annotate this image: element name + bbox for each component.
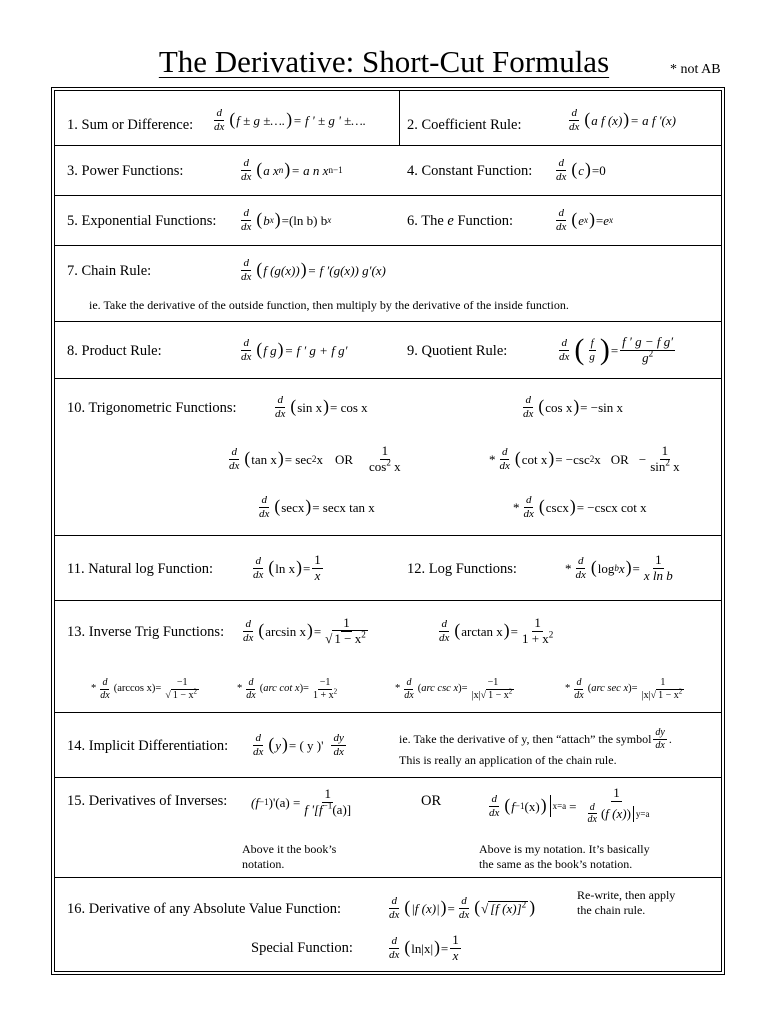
- ddx-numerator: d: [216, 106, 222, 119]
- numerator-one: 1: [613, 785, 620, 801]
- row-inverse-trig: [55, 601, 721, 713]
- arccos-derivative: * d dx ( arccos x )= −1 √ $1 - x^2$: [91, 677, 197, 701]
- chain-rule-formula: d dx ( f (g(x)) ) = f ′(g(x)) g′(x): [241, 256, 386, 283]
- ddx-numerator: d: [461, 894, 467, 907]
- log-function-label: 12. Log Functions:: [407, 561, 517, 577]
- inverses-book-formula: (f −1 )'(a) = $\frac{1}{f '[f^{-1}(a)]}$: [251, 785, 352, 817]
- row-exponential: [55, 196, 721, 246]
- ddx-numerator: d: [277, 393, 283, 406]
- arcsec-derivative: * d dx ( arc sec x )= 1 |x|√ $1 - x^2$: [565, 677, 683, 701]
- ddx-denominator: dx: [559, 350, 570, 363]
- ddx-numerator: d: [558, 206, 564, 219]
- e-function-label: 6. The e Function:: [407, 213, 514, 229]
- sin-derivative: d dx ( sin x ) = cos x: [275, 393, 368, 420]
- log-function-formula: * d dx ( log b x ) = 1 x ln b: [565, 551, 673, 583]
- numerator-one: 1: [661, 442, 669, 458]
- special-function-formula: d dx ( ln|x| ) = 1 x: [389, 931, 459, 963]
- constant-rule-label: 4. Constant Function:: [407, 163, 533, 179]
- e-function-formula: d dx ( e x ) = e x: [556, 206, 614, 233]
- exponent-two: 2: [665, 457, 670, 468]
- ddx-denominator: dx: [499, 459, 510, 472]
- not-ab-star: *: [489, 451, 496, 467]
- ddx-numerator: d: [561, 336, 567, 349]
- inverse-trig-label: 13. Inverse Trig Functions:: [67, 624, 225, 640]
- not-ab-star: *: [395, 682, 401, 694]
- ddx-denominator: dx: [253, 745, 264, 758]
- ddx-denominator: dx: [253, 568, 264, 581]
- exponent-two: 2: [548, 629, 554, 640]
- exponent-two: 2: [508, 687, 513, 696]
- ddx-denominator: dx: [241, 220, 252, 233]
- ddx-denominator: dx: [389, 948, 400, 961]
- exponent-two: 2: [678, 687, 683, 696]
- ddx-denominator: dx: [246, 689, 256, 701]
- ddx-denominator: dx: [241, 350, 252, 363]
- inverses-label: 15. Derivatives of Inverses:: [67, 793, 228, 809]
- ddx-denominator: dx: [556, 170, 567, 183]
- ddx-numerator: d: [589, 801, 595, 813]
- numerator-one: 1: [343, 614, 350, 630]
- numerator-one: 1: [381, 442, 389, 458]
- tan-derivative: d dx ( tan x ) = sec 2 x OR 1 $\cos^2 x$: [229, 442, 401, 474]
- ddx-numerator: d: [501, 445, 508, 458]
- row-logarithmic: [55, 536, 721, 601]
- ddx-denominator: dx: [523, 407, 534, 420]
- coefficient-rule-label: 2. Coefficient Rule:: [407, 117, 522, 133]
- implicit-note-2: This is really an application of the chain rule.: [399, 753, 617, 767]
- not-ab-star: *: [237, 682, 243, 694]
- ddx-numerator: d: [245, 617, 251, 630]
- ddx-numerator: d: [243, 256, 249, 269]
- arcsin-derivative: d dx ( arcsin x ) = 1 √ $1 - x^2$: [243, 614, 366, 646]
- ddx-numerator: d: [491, 792, 497, 805]
- row-product-quotient: [55, 322, 721, 379]
- implicit-label: 14. Implicit Differentiation:: [67, 738, 229, 754]
- quotient-rule-label: 9. Quotient Rule:: [407, 343, 508, 359]
- not-ab-star: *: [513, 499, 520, 515]
- ddx-denominator: dx: [556, 220, 567, 233]
- trig-label: 10. Trigonometric Functions:: [67, 400, 237, 416]
- or-label: [421, 794, 441, 809]
- ddx-numerator: d: [255, 731, 261, 744]
- sec-derivative: d dx ( secx ) = secx tan x: [259, 493, 375, 520]
- ddx-numerator: d: [577, 554, 584, 567]
- exponent-two: 2: [333, 687, 338, 696]
- ddx-denominator: dx: [259, 507, 270, 520]
- special-function-label: Special Function:: [251, 940, 353, 956]
- ddx-denominator: dx: [575, 568, 586, 581]
- exponent-two: 2: [386, 457, 391, 468]
- exponential-rule-formula: d dx ( b x ) =(ln b) b x: [241, 206, 332, 233]
- implicit-formula: d dx ( y ) = ( y )' dy dx: [253, 731, 344, 758]
- csc-derivative: * d dx ( cscx ) = −cscx cot x: [513, 493, 647, 520]
- power-rule-label: 3. Power Functions:: [67, 163, 184, 179]
- ddx-denominator: dx: [389, 908, 400, 921]
- ddx-denominator: dx: [458, 908, 470, 921]
- ddx-numerator: d: [261, 493, 267, 506]
- ddx-numerator: d: [406, 677, 412, 688]
- ddx-numerator: d: [558, 156, 564, 169]
- ddx-denominator: dx: [275, 407, 286, 420]
- ddx-numerator: d: [391, 894, 397, 907]
- exponent-two: 2: [193, 687, 197, 696]
- constant-rule-formula: d dx ( c ) =0: [556, 156, 606, 183]
- ddx-numerator: d: [231, 445, 237, 458]
- row-sum-coefficient: [55, 91, 721, 146]
- absolute-value-label: 16. Derivative of any Absolute Value Function:: [67, 901, 341, 917]
- chain-rule-note: ie. Take the derivative of the outside function, then multiply by the derivative of the inside function.: [89, 298, 569, 312]
- or-text: OR: [421, 793, 442, 809]
- formula-sheet: [54, 90, 722, 972]
- ddx-numerator: d: [243, 336, 249, 349]
- ddx-numerator: d: [243, 156, 249, 169]
- natural-log-label: 11. Natural log Function:: [67, 561, 214, 577]
- numerator-one: 1: [660, 677, 666, 688]
- product-rule-label: 8. Product Rule:: [67, 343, 162, 359]
- exponent-two: 2: [521, 899, 527, 910]
- numerator-one: 1: [655, 551, 662, 567]
- ddx-numerator: d: [391, 934, 397, 947]
- row-trigonometric: [55, 379, 721, 536]
- ddx-numerator: d: [571, 106, 577, 119]
- not-ab-star: *: [565, 560, 572, 576]
- ddx-denominator: dx: [574, 689, 584, 701]
- ddx-numerator: d: [255, 554, 261, 567]
- ddx-denominator: dx: [229, 459, 240, 472]
- exponent-two: 2: [648, 348, 654, 359]
- numerator-one: 1: [324, 785, 331, 801]
- row-absolute-value: [55, 878, 721, 971]
- ddx-numerator: d: [441, 617, 447, 630]
- sum-rule-label: 1. Sum or Difference:: [67, 117, 194, 133]
- quotient-rule-formula: d dx ( f g ) = f ′ g − f g′ $g^2$: [559, 333, 674, 367]
- not-ab-star: *: [91, 682, 97, 694]
- row-power-constant: [55, 146, 721, 196]
- ddx-numerator: d: [243, 206, 249, 219]
- numerator-one: 1: [452, 931, 459, 947]
- ddx-denominator: dx: [523, 507, 534, 520]
- numerator-one: 1: [314, 551, 321, 567]
- ddx-denominator: dx: [241, 170, 252, 183]
- arccot-derivative: * d dx ( arc cot x )= −1 $1 + x^2$: [237, 677, 338, 701]
- ddx-numerator: d: [576, 677, 582, 688]
- row-chain-rule: [55, 246, 721, 322]
- not-ab-note: * not AB: [670, 62, 721, 77]
- chain-rule-label: 7. Chain Rule:: [67, 263, 152, 279]
- inverses-my-formula: d dx ( f −1 (x) ) x=a = 1 d dx ( f (x) ) y=a: [489, 785, 650, 826]
- exponential-rule-label: 5. Exponential Functions:: [67, 213, 217, 229]
- ddx-denominator: dx: [655, 739, 665, 751]
- exponent-two: 2: [361, 629, 366, 640]
- or-text: OR: [334, 451, 354, 467]
- absolute-value-formula: d dx ( |f (x)| ) = $\frac{d}{dx}$ ( √ [f (x)]$^2$ ): [389, 894, 536, 921]
- row-inverses: [55, 778, 721, 878]
- implicit-note: ie. Take the derivative of y, then “attach” the symbol dy dx .: [399, 727, 672, 751]
- ddx-numerator: d: [525, 493, 532, 506]
- ddx-denominator: dx: [489, 806, 500, 819]
- not-ab-star: *: [565, 682, 571, 694]
- ddx-numerator: d: [248, 677, 254, 688]
- ddx-denominator: dx: [333, 745, 344, 758]
- numerator-one: 1: [534, 614, 541, 630]
- ddx-denominator: dx: [569, 120, 580, 133]
- ddx-denominator: dx: [404, 689, 414, 701]
- ddx-denominator: dx: [214, 120, 225, 133]
- my-notation-note: Above is my notation. It’s basically the same as the book’s notation.: [479, 842, 650, 871]
- ddx-numerator: d: [102, 677, 108, 688]
- product-rule-formula: d dx ( f g ) = f ′ g + f g′: [241, 336, 348, 363]
- cos-derivative: d dx ( cos x ) = −sin x: [523, 393, 624, 420]
- power-rule-formula: d dx ( a x n ) = a n x n−1: [241, 156, 343, 183]
- ddx-denominator: dx: [439, 631, 450, 644]
- ddx-denominator: dx: [100, 689, 110, 701]
- ddx-denominator: dx: [243, 631, 254, 644]
- ddx-denominator: dx: [241, 270, 252, 283]
- book-notation-note: Above it the book’s notation.: [242, 842, 337, 871]
- arccsc-derivative: * d dx ( arc csc x )= −1 |x|√ $1 - x^2$: [395, 677, 513, 701]
- ddx-numerator: d: [525, 393, 531, 406]
- sum-rule-formula: d dx ( f ± g ±…. ) = f ' ± g ' ±….: [214, 106, 367, 133]
- row-implicit: [55, 713, 721, 778]
- coefficient-rule-formula: d dx ( a f (x) ) = a f '(x): [569, 106, 676, 133]
- arctan-derivative: d dx ( arctan x ) = 1 $1 + x^2$: [439, 614, 554, 646]
- page-title: The Derivative: Short-Cut Formulas: [158, 44, 610, 79]
- divider: [399, 91, 400, 145]
- absolute-value-note: Re-write, then apply the chain rule.: [577, 888, 676, 917]
- inverse-exponent: −1: [322, 800, 333, 811]
- cot-derivative: * d dx ( cot x ) = −csc 2 x OR − $\frac{1}{\sin^2 x}$: [489, 442, 680, 474]
- natural-log-formula: d dx ( ln x ) = 1 x: [253, 551, 321, 583]
- or-text: OR: [610, 451, 629, 467]
- ddx-denominator: dx: [587, 814, 597, 826]
